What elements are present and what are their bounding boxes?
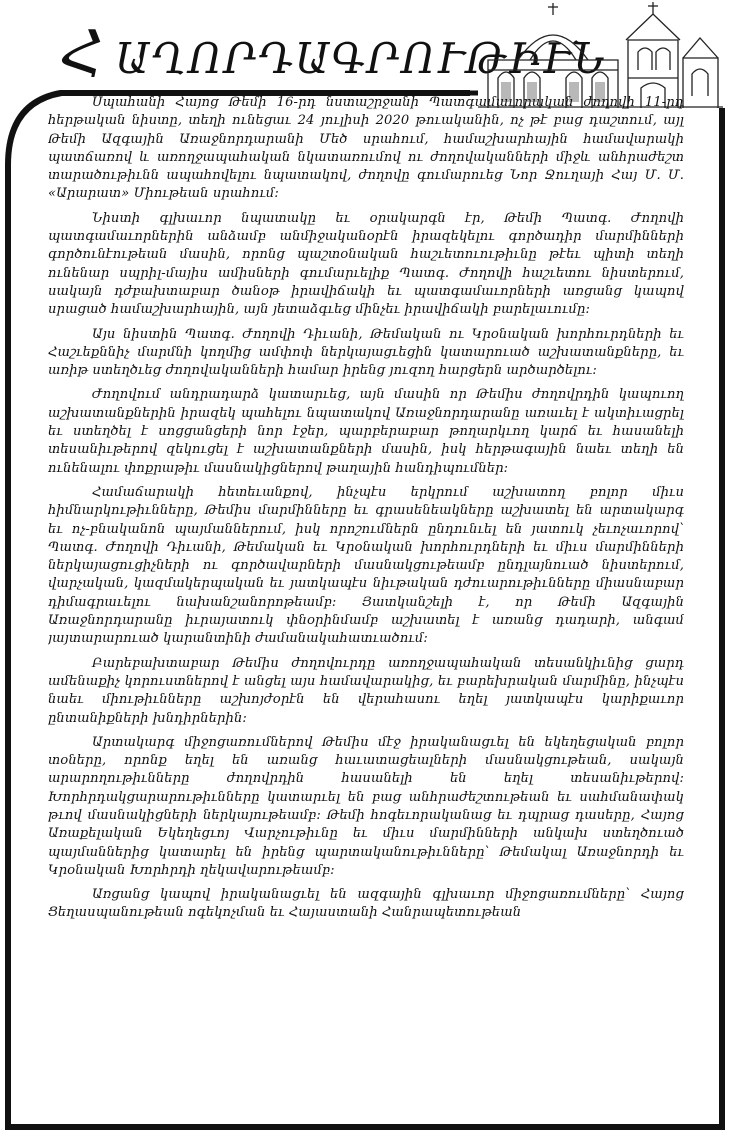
paragraph: Արտակարգ միջոցառումներով Թեմիս մէջ իրականացւել են եկեղեցական բոլոր տօները, որոնք եղել են առանց հաւատացեալների մասնակցութեան, սակայն արարողութիւնները ժողովրդին հասանելի են եղել տեսանիւթերով: Խորհրդակցարարութիւնները կատարւել են բաց անհրաժեշտութեան եւ սահմանափակ թւով մասնակիցների ներկայութեամբ: Թեմի հոգեւորականաց եւ դպրաց դասերը, Հայոց Առաքելական Եկեղեցւոյ Վարչութիւնը եւ միւս մարմինների անկախ ստեղծուած պայմաններից կատարել են իրենց պարտականութիւնները՝ Թեմակալ Առաջնորդի եւ Կրօնական Խորհրդի ղեկավարութեամբ: <box>48 734 684 878</box>
paragraph: Ժողովում անդրադարձ կատարւեց, այն մասին որ Թեմիս ժողովրդին կապուող աշխատանքներին իրազեկ պահելու նպատակով Առաջնորդարանը առաւել է ակտիւացրել եւ ստեղծել է սոցցանցերի նոր էջեր, պարբերաբար թողարկւող կարճ եւ հասանելի տեսանիւթերով զեկուցել է աշխատանքների մասին, իսկ հերթագային նաեւ տեղի են ունենալու փոքրաթիւ մասնակիցներով թաղային հանդիպումներ: <box>48 387 684 476</box>
paragraph: Սպահանի Հայոց Թեմի 16-րդ նստաշրջանի Պատգամաւորական ժողովի 11-րդ հերթական նիստը, տեղի ունեցաւ 24 յուլիսի 2020 թուականին, ոչ թէ բաց դաշտում, այլ Թեմի Ազգային Առաջնորդարանի Մեծ սրահում, համաշխարհային համավարակի պատճառով և առողջապահական նկատառումով ու ժողովականների միջև անհրաժեշտ տարածութիւնն ապահովելու նպատակով, ժողովը գումարուեց Նոր Ջուղայի Հայ Մ. Մ. «Արարատ» Միութեան սրահում: <box>48 95 684 202</box>
paragraph: Առցանց կապով իրականացւել են ազգային գլխաւոր միջոցառումները՝ Հայոց Ցեղասպանութեան ոգեկոչման եւ Հայաստանի Հանրապետութեան <box>48 887 684 921</box>
church-building-illustration <box>478 0 723 108</box>
paragraph: Համաճարակի հետեւանքով, ինչպէս երկրում աշխատող բոլոր միւս հիմնարկութիւնները, Թեմիս մարմինները եւ գրասենեակները աշխատել են արտակարգ եւ ոչ-բնականոն պայմաններում, իսկ որոշումներն ընդունւել են յատուկ չեւոչաւորով՝ Պատգ. Ժողովի Դիւանի, Թեմական եւ Կրօնական խորհուրդների եւ միւս մարմինների ներկայացուցիչների ու գործավարների մասնակցութեամբ ընդլայնուած նիստերում, վարչական, կազմակերպական եւ յատկապէս նիւթական դժուարութիւնները միասնաբար դիմագրաւելու նախանշանորոթեամբ: Յատկանշելի է, որ Թեմի Ազգային Առաջնորդարանը իւրայատուկ փնօրինմամբ աշխատել է առանց դադարի, անգամ յայտարարուած կարանտինի ժամանակահատւածում: <box>48 484 684 647</box>
paragraph: Այս նիստին Պատգ. Ժողովի Դիւանի, Թեմական ու Կրօնական խորհուրդների եւ Հաշւեքննիչ մարմնի կողմից ամփոփ ներկայացւեցին կատարուած աշխատանքները, եւ առիթ ստեղծւեց ժողովականների համար իրենց յուզող հարցերն արծարծելու: <box>48 326 684 379</box>
title-initial: Հ <box>60 18 106 88</box>
article-body <box>48 94 684 1124</box>
paragraph: Բարեբախտաբար Թեմիս ժողովուրդը առողջապահական տեսանկիւնից ցարդ ամենաքիչ կորուստներով է անցել այս համավարակից, եւ բարեխրական մարմինը, ինչպէս նաեւ միութիւնները աշխոյժօրէն են վերահասու եղել յատկապէս կարիքաւոր ընտանիքների խնդիրներին: <box>48 655 684 726</box>
page-title <box>60 18 607 88</box>
title-rest: ԱՂՈՐԴԱԳՐՈՒԹԻՒՆ <box>115 34 607 83</box>
paragraph: Նիստի գլխաւոր նպատակը եւ օրակարգն էր, Թեմի Պատգ. Ժողովի պատգամաւորներին անձամբ անմիջականօրէն իրազեկելու գործադիր մարմինների գործունէութեան մասին, որոնց պաշտօնական հաշւետուութիւնը թէեւ պիտի տեղի ունենար սպրիլ-մայիս ամիսների գումարւելիք Պատգ. Ժողովի հաշւետու նիստերում, սակայն դժբախտաբար ծանօթ իրավիճակի եւ պատգամաւորների առցանց կապով սրացած համաշխարհային, այն յետաձգւեց մինչեւ իրավիճակի բարելաւումը: <box>48 210 684 318</box>
